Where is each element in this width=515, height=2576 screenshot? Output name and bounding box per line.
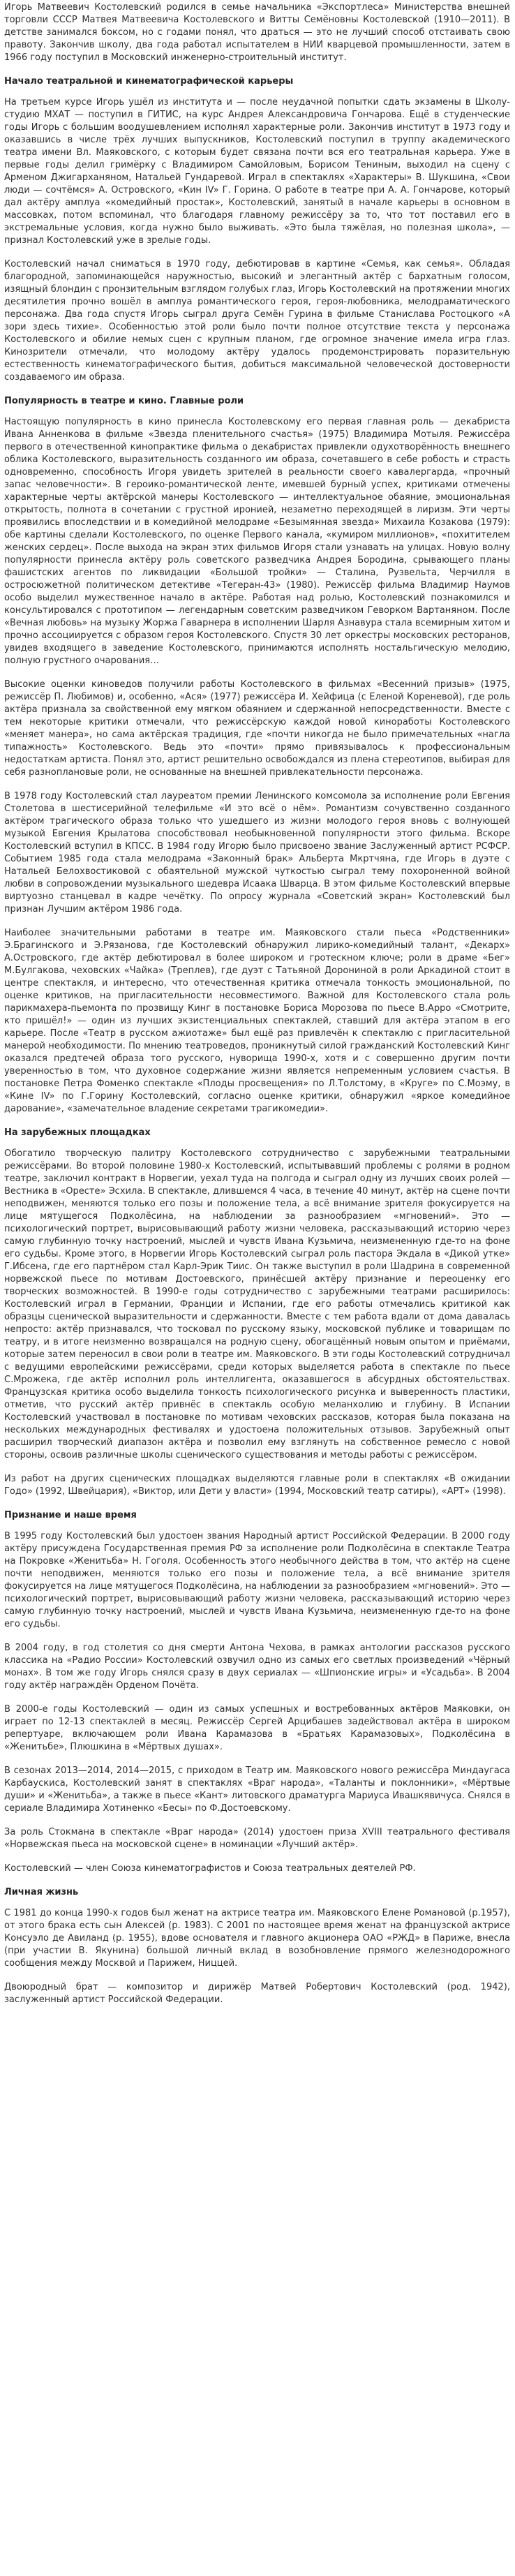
paragraph: За роль Стокмана в спектакле «Враг народа» (2014) удостоен приза XVIII театрального фестиваля «Норвежская пьеса на московской сцене» в номинации «Лучший актёр». — [4, 1827, 510, 1850]
paragraph: Из работ на других сценических площадках выделяются главные роли в спектаклях «В ожидании Годо» (1992, Швейцария), «Виктор, или Дети у власти» (1994, Московский театр сатиры), «АРТ» (1998). — [4, 1474, 510, 1497]
paragraph: Костолевский начал сниматься в 1970 году, дебютировав в картине «Семья, как семья». Обладая благородной, запоминающейся наружностью, высокий и элегантный актёр с бархатным голосом, изящный блондин с пронзительным взглядом голубых глаз, Игорь Костолевский на протяжении многих десятилетия прочно вошёл в амплуа романтического героя, героя-любовника, мелодраматического персонажа. Два года спустя Игорь сыграл друга Семён Гурина в фильме Станислава Ростоцкого «А зори здесь тихие». Особенностью этой роли было почти полное отсутствие текста у персонажа Костолевского и обилие немых сцен с крупным планом, где огромное значение имела игра глаз. Кинозрители отмечали, что молодому актёру удалось продемонстрировать поразительную естественность кинематографического бытия, добиться максимальной человеческой достоверности создаваемого им образа. — [4, 259, 510, 383]
section-heading: Популярность в театре и кино. Главные роли — [4, 396, 244, 406]
paragraph: В 1995 году Костолевский был удостоен звания Народный артист Российской Федерации. В 2000 году актёру присуждена Государственная премия РФ за исполнение роли Подколёсина в спектакле Театра на Покровке «Женитьба» Н. Гоголя. Особенность этого необычного действа в том, что актёр на сцене почти неподвижен, меняются только его позы и положение тела, а всё внимание зрителя фокусируется на лице мятущегося Подколёсина, на наблюдении за разнообразием «мгновений». Это — психологический портрет, вырисовывающий работу жизни человека, рассказывающий историю через самую глубинную точку настроений, мыслей и чувств Ивана Кузьмича, неизмененную где-то на фоне его судьбы. — [4, 1531, 510, 1629]
intro-section — [4, 1, 510, 64]
section-heading: На зарубежных площадках — [4, 1127, 151, 1138]
section-personal-life — [4, 1886, 510, 2006]
paragraph: Обогатило творческую палитру Костолевского сотрудничество с зарубежными театральными режиссёрами. Во второй половине 1980-х Костолевский, испытывавший проблемы с ролями в родном театре, заключил контракт в Норвегии, уехал туда на полгода и сыграл одну из лучших своих ролей — Вестника в «Оресте» Эсхила. В спектакле, длившемся 4 часа, в течение 40 минут, актёр на сцене почти неподвижен, меняются только его позы и положение тела, а всё внимание зрителя фокусируется на лице мятущегося Подколёсина, на наблюдении за разнообразием «мгновений». Это — психологический портрет, вырисовывающий работу жизни человека, рассказывающий историю через самую глубинную точку настроений, мыслей и чувств Ивана Кузьмича, неизмененную где-то на фоне его судьбы. Кроме этого, в Норвегии Игорь Костолевский сыграл роль пастора Экдала в «Дикой утке» Г.Ибсена, где его партнёром стал Карл-Эрик Тиис. Он также выступил в роли Шадрина в современной норвежской пьесе по мотивам Достоевского, принёсшей актёру признание и переоценку его творческих возможностей. В 1990-е годы сотрудничество с зарубежными театрами расширилось: Костолевский играл в Германии, Франции и Испании, где его работы отмечались критикой как образцы сценической выразительности и сдержанности. Вместе с тем работа вдали от дома давалась непросто: актёр признавался, что тосковал по русскому языку, московской публике и товарищам по театру, и в итоге неизменно возвращался на родную сцену, обогащённый новым опытом и приёмами, которые затем переносил в свои роли в театре им. Маяковского. В эти годы Костолевский сотрудничал с ведущими европейскими режиссёрами, среди которых выделяется работа в спектакле по пьесе С.Мрожека, где актёр исполнил роль интеллигента, оказавшегося в абсурдных обстоятельствах. Французская критика особо выделила тонкость психологического рисунка и выверенность пластики, отметив, что русский актёр привнёс в спектакль особую меланхолию и глубину. В Испании Костолевский участвовал в постановке по мотивам чеховских рассказов, которая была показана на нескольких международных фестивалях и удостоена положительных отзывов. Зарубежный опыт расширил творческий диапазон актёра и позволил ему взглянуть на собственное ремесло с новой стороны, освоив различные школы сценического существования и методы работы с режиссёром. — [4, 1148, 510, 1460]
paragraph: Наиболее значительными работами в театре им. Маяковского стали пьеса «Родственники» Э.Брагинского и Э.Рязанова, где Костолевский обнаружил лирико-комедийный талант, «Декарх» А.Островского, где актёр дебютировал в более широком и гротескном ключе; роли в драме «Бег» М.Булгакова, чеховских «Чайка» (Треплев), где дуэт с Татьяной Дорониной в роли Аркадиной стоит в центре спектакля, и интересно, что отечественная критика отмечала тонкость эмоциональной, по оценке критиков, на пригласительности несовместимого. Важной для Костолевского стала роль парикмахера-пьемонта по прозвищу Кинг в постановке Бориса Морозова по пьесе В.Арро «Смотрите, кто пришёл!» — один из лучших экзистенциальных спектаклей, ставший для актёра этапом в его карьере. После «Театр в русском ажиотаже» был ещё раз привлечён к спектаклю с пригласительной манерой необходимости. По мнению театроведов, проникнутый силой гражданский Костолевский Кинг оказался предтечей образа того русского, нуворища 1990-х, хотя и с совершенно другим почти уверенностью в том, что духовное содержание жизни является непременным условием счастья. В постановке Петра Фоменко спектакле «Плоды просвещения» по Л.Толстому, в «Круге» по С.Моэму, в «Кине IV» по Г.Горину Костолевский, согласно оценке критики, обнаружил «яркое комедийное дарование», «замечательное владение секретами трагикомедии». — [4, 928, 510, 1114]
paragraph: С 1981 до конца 1990-х годов был женат на актрисе театра им. Маяковского Елене Романовой (р.1957), от этого брака есть сын Алексей (р. 1983). С 2001 по настоящее время женат на французской актрисе Консуэло де Авиланд (р. 1955), вдове основателя и главного акционера ОАО «РЖД» в Париже, внесла (при участии В. Якунина) большой личный вклад в возобновление прямого железнодорожного сообщения между Москвой и Парижем, Ниццей. — [4, 1908, 510, 1969]
paragraph: В сезонах 2013—2014, 2014—2015, с приходом в Театр им. Маяковского нового режиссёра Миндаугаса Карбаускиса, Костолевский занят в спектаклях «Враг народа», «Таланты и поклонники», «Мёртвые души» и «Женитьба», а также в пьесе «Кант» литовского драматурга Мариуса Ивашкявичуса. Снялся в сериале Владимира Хотиненко «Бесы» по Ф.Достоевскому. — [4, 1766, 510, 1814]
section-abroad — [4, 1127, 510, 1498]
section-heading: Признание и наше время — [4, 1510, 137, 1520]
section-recognition — [4, 1509, 510, 1875]
paragraph: На третьем курсе Игорь ушёл из института и — после неудачной попытки сдать экзамены в Школу-студию МХАТ — поступил в ГИТИС, на курс Андрея Александровича Гончарова. Ещё в студенческие годы Игорь с большим воодушевлением исполнял характерные роли. Закончив институт в 1973 году и оказавшись в числе трёх лучших выпускников, Костолевский поступил в труппу академического театра имени Вл. Маяковского, с которым будет связана почти вся его театральная карьера. Уже в первые годы делил гримёрку с Владимиром Самойловым, Борисом Тениным, выходил на сцену с Арменом Джигарханяном, Натальей Гундаревой. Играл в спектаклях «Характеры» В. Шукшина, «Свои люди — сочтёмся» А. Островского, «Кин IV» Г. Горина. О работе в театре при А. А. Гончарове, который дал актёру амплуа «комедийный простак», Костолевский, занятый в начале карьеры в основном в массовках, потом вспоминал, что благодаря главному режиссёру за то, что тот поставил его в экстремальные условия, когда нужно было выживать. «Это была тяжёлая, но полезная школа», — признал Костолевский уже в зрелые годы. — [4, 97, 510, 246]
section-popularity — [4, 395, 510, 1116]
paragraph: В 1978 году Костолевский стал лауреатом премии Ленинского комсомола за исполнение роли Евгения Столетова в шестисерийной телефильме «И это всё о нём». Романтизм сочувственно созданного актёром трагического образа только что ушедшего из жизни молодого героя вновь с волнующей музыкой Евгения Крылатова способствовал необыкновенной популярности этого фильма. Вскоре Костолевский вступил в КПСС. В 1984 году Игорю было присвоено звание Заслуженный артист РСФСР. Событием 1985 года стала мелодрама «Законный брак» Альберта Мкртчяна, где Игорь в дуэте с Натальей Белохвостиковой с обаятельной мужской чуткостью сыграл тему похороненной войной любви в сопровождении музыкального шедевра Исаака Шварца. В этом фильме Костолевский впервые виртуозно станцевал в кадре чечётку. По опросу журнала «Советский экран» Костолевский был признан Лучшим актёром 1986 года. — [4, 791, 510, 915]
section-early-career — [4, 75, 510, 384]
paragraph: В 2004 году, в год столетия со дня смерти Антона Чехова, в рамках антологии рассказов русского классика на «Радио России» Костолевский озвучил одно из самых его светлых произведений «Чёрный монах». В том же году Игорь снялся сразу в двух сериалах — «Шпионские игры» и «Усадьба». В 2004 году актёр награждён Орденом Почёта. — [4, 1643, 510, 1691]
paragraph: Двоюродный брат — композитор и дирижёр Матвей Робертович Костолевский (род. 1942), заслуженный артист Российской Федерации. — [4, 1982, 510, 2005]
paragraph: В 2000-е годы Костолевский — один из самых успешных и востребованных актёров Маяковки, он играет по 12-13 спектаклей в месяц. Режиссёр Сергей Арцибашев задействовал актёра в широком репертуаре, включающем роли Ивана Карамазова в «Братьях Карамазовых», Подколёсина в «Женитьбе», Плюшкина в «Мёртвых душах». — [4, 1704, 510, 1752]
section-heading: Начало театральной и кинематографической карьеры — [4, 76, 294, 87]
paragraph: Высокие оценки киноведов получили работы Костолевского в фильмах «Весенний призыв» (1975, режиссёр П. Любимов) и, особенно, «Ася» (1977) режиссёра И. Хейфица (с Еленой Кореневой), где роль актёра признала за свойственной ему мягком обаянием и сдержанной непосредственности. Вместе с тем некоторые критики отмечали, что режиссёрскую каждой новой киноработы Костолевского «меняет манера», но сама актёрская традиция, где «почти никогда не было примечательных «нагла типажность» Костолевского. Ведь это «почти» прямо привязывалось к профессиональным недостаткам артиста. Понял это, артист решительно освобождался из плена стереотипов, выбирая для себя разноплановые роли, не основанные на внешней привлекательности персонажа. — [4, 679, 510, 778]
section-heading: Личная жизнь — [4, 1887, 79, 1897]
paragraph: Костолевский — член Союза кинематографистов и Союза театральных деятелей РФ. — [4, 1863, 416, 1874]
paragraph: Настоящую популярность в кино принесла Костолевскому его первая главная роль — декабриста Ивана Анненкова в фильме «Звезда пленительного счастья» (1975) Владимира Мотыля. Режиссёра первого в отечественной кинопрактике фильма о декабристах привлекли одухотворённость внешнего облика Костолевского, выразительность созданного им образа, сочетавшего в себе робость и страсть одновременно, способность Игоря увидеть зрителей в реальности своего кавалергарда, «прочный запас человечности». В героико-романтической ленте, имевшей бурный успех, критиками отмечены характерные черты актёрской манеры Костолевского — интеллектуальное обаяние, эмоциональная открытость, полнота в сочетании с грустной иронией, незаметно переходящей в лиризм. Эти черты проявились впоследствии и в комедийной мелодраме «Безымянная звезда» Михаила Козакова (1979): обе картины сделали Костолевского, по оценке Первого канала, «кумиром миллионов», «похитителем женских сердец». После выхода на экран этих фильмов Игоря стали узнавать на улицах. Новую волну популярности принесла актёру роль советского разведчика Андрея Бородина, срывающего планы фашистских агентов по ликвидации «Большой тройки» — Сталина, Рузвельта, Черчилля в остросюжетной политическом детективе «Тегеран-43» (1980). Режиссёр фильма Владимир Наумов особо выделил мужественное начало в актёре. Работая над ролью, Костолевский познакомился и консультировался с прототипом — легендарным советским разведчиком Геворком Вартаняном. После «Вечная любовь» на музыку Жоржа Гаварнера в исполнении Шарля Азнавура стала всемирным хитом и прочно ассоциируется с образом героя Костолевского. Спустя 30 лет оркестры московских ресторанов, увидев входящего в заведение Костолевского, принимаются исполнять ностальгическую мелодию, полную грустного очарования… — [4, 417, 510, 666]
intro-paragraph: Игорь Матвеевич Костолевский родился в семье начальника «Экспортлеса» Министерства внешней торговли СССР Матвея Матвеевича Костолевского и Витты Семёновны Костолевской (1910—2011). В детстве занимался боксом, но с годами понял, что драться — это не лучший способ отстаивать свою правоту. Закончив школу, два года работал испытателем в НИИ кварцевой промышленности, затем в 1966 году поступил в Московский инженерно-строительный институт. — [4, 2, 510, 63]
